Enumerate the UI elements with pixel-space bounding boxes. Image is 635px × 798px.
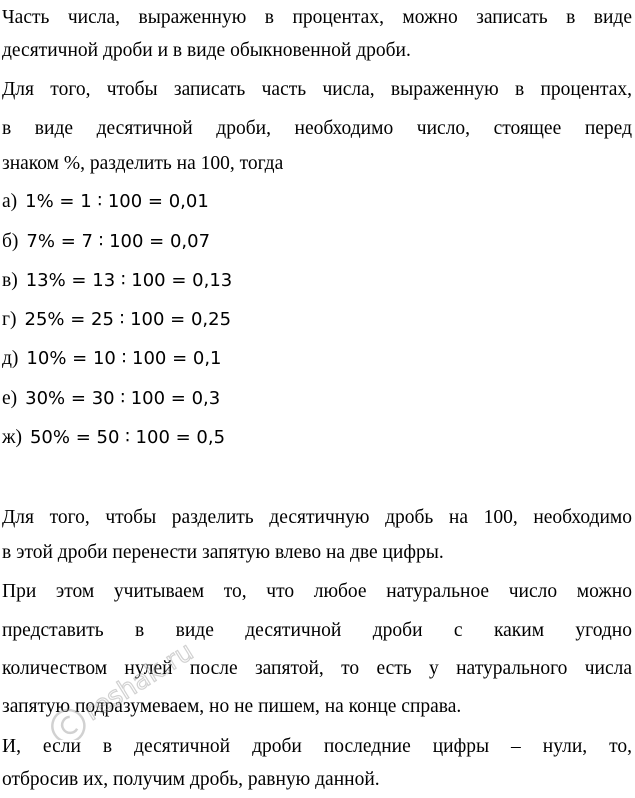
equation-row xyxy=(2,230,210,254)
equation-expression: 13% = 13 ∶ 100 = 0,13 xyxy=(25,270,233,291)
equation-label: в) xyxy=(2,270,18,291)
text-line: отбросив их, получим дробь, равную данной. xyxy=(2,769,380,790)
text-line: Для того, чтобы разделить десятичную дробь на 100, необходимо xyxy=(2,507,632,528)
equation-expression: 7% = 7 ∶ 100 = 0,07 xyxy=(26,231,211,252)
watermark-text: reshak.ru xyxy=(79,636,199,728)
equation-expression: 1% = 1 ∶ 100 = 0,01 xyxy=(25,191,209,212)
equation-row xyxy=(2,190,209,214)
copyright-icon-c xyxy=(59,716,78,736)
equation-label: ж) xyxy=(2,427,22,448)
equation-label: д) xyxy=(2,348,19,369)
text-line: знаком %, разделить на 100, тогда xyxy=(2,153,284,174)
equation-label: е) xyxy=(2,388,18,409)
text-line: Часть числа, выраженную в процентах, можно записать в виде xyxy=(2,7,632,28)
text-line: в виде десятичной дроби, необходимо число, стоящее перед xyxy=(2,118,632,139)
equation-expression: 50% = 50 ∶ 100 = 0,5 xyxy=(29,427,226,448)
equation-row xyxy=(2,269,232,293)
text-line: десятичной дроби и в виде обыкновенной дроби. xyxy=(2,40,411,61)
text-line: Для того, чтобы записать часть числа, выраженную в процентах, xyxy=(2,79,632,100)
text-line: представить в виде десятичной дроби с каким угодно xyxy=(2,620,632,641)
equation-label: а) xyxy=(2,191,18,212)
equation-row xyxy=(2,426,225,450)
text-line: При этом учитываем то, что любое натуральное число можно xyxy=(2,581,632,602)
equation-expression: 30% = 30 ∶ 100 = 0,3 xyxy=(25,388,221,409)
text-line: И, если в десятичной дроби последние цифры – нули, то, xyxy=(2,736,632,757)
equation-row xyxy=(2,387,220,411)
equation-row xyxy=(2,347,222,371)
text-line: запятую подразумеваем, но не пишем, на конце справа. xyxy=(2,696,462,717)
equation-row xyxy=(2,308,231,332)
text-line: количеством нулей после запятой, то есть у натурального числа xyxy=(2,658,632,679)
equation-expression: 25% = 25 ∶ 100 = 0,25 xyxy=(24,309,232,330)
text-line: в этой дроби перенести запятую влево на две цифры. xyxy=(2,542,444,563)
equation-expression: 10% = 10 ∶ 100 = 0,1 xyxy=(26,348,222,369)
equation-label: б) xyxy=(2,231,19,252)
equation-label: г) xyxy=(2,309,17,330)
